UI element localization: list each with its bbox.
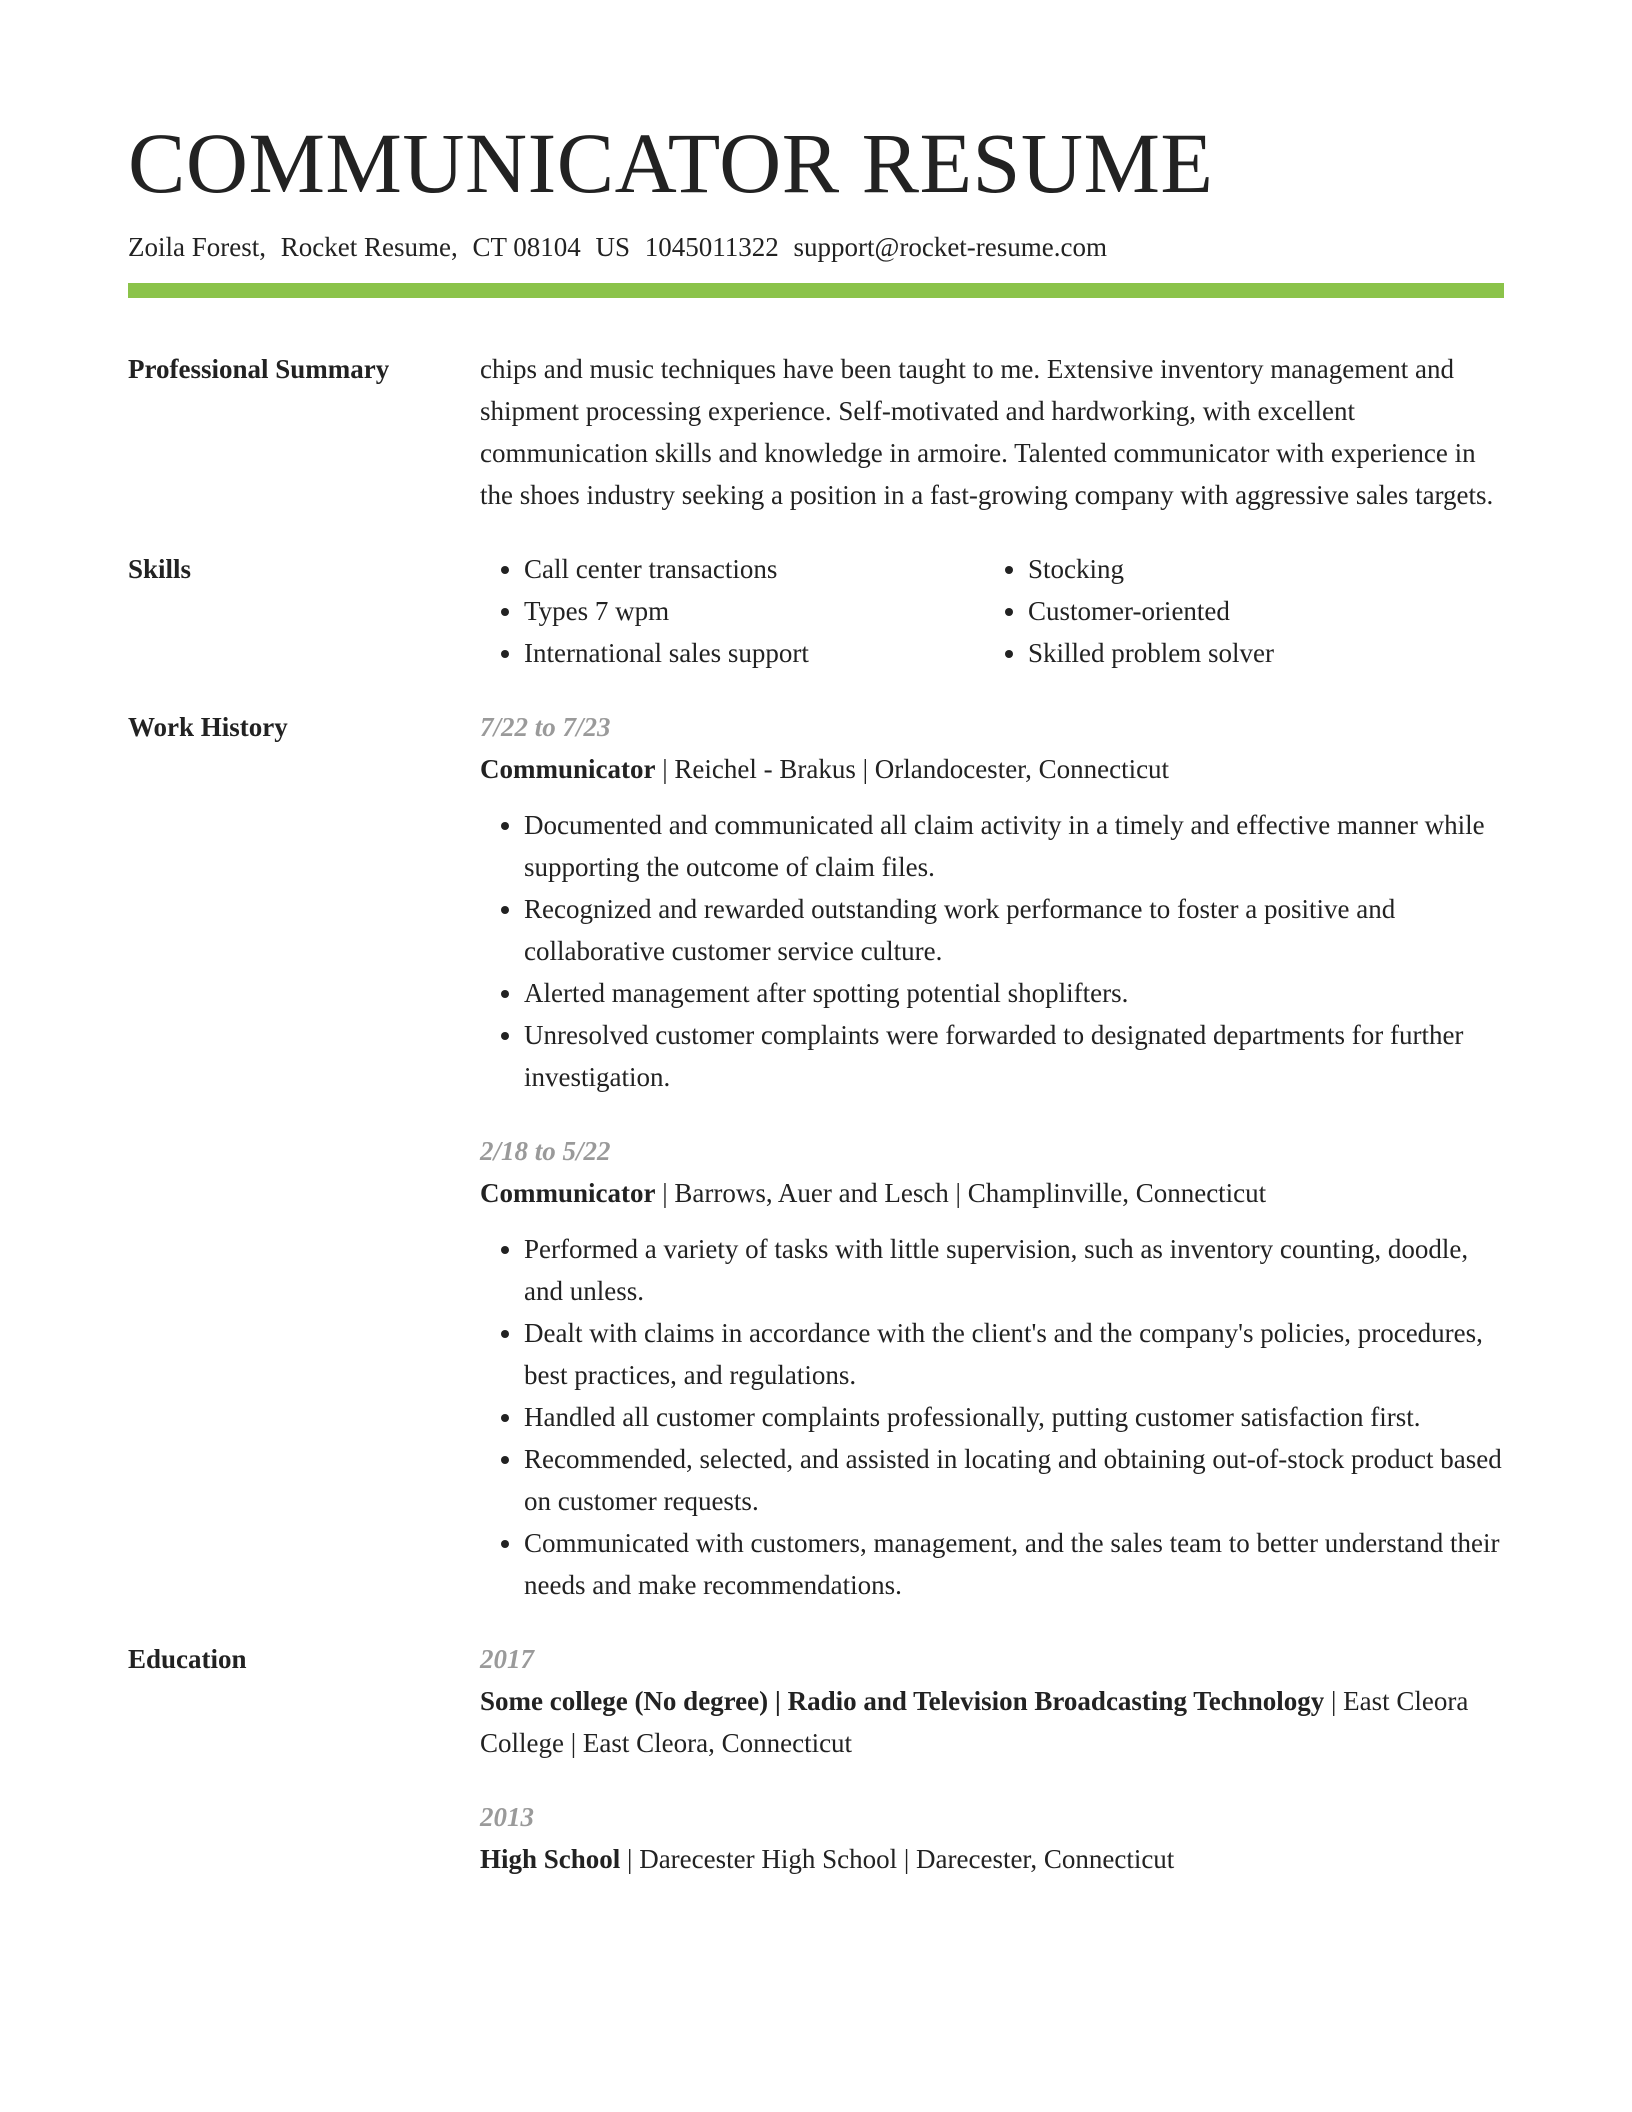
job-entry (480, 706, 1504, 1098)
skills-section (128, 548, 1504, 674)
skill-item: • Stocking (1028, 548, 1504, 590)
contact-line (128, 230, 1504, 265)
education-details: | East Cleora College | East Cleora, Connecticut (480, 1686, 1469, 1759)
education-year: 2017 (480, 1644, 534, 1675)
skills-list-left (480, 548, 984, 674)
job-entry (480, 1130, 1504, 1606)
work-history-section (128, 706, 1504, 1606)
education-entry (480, 1638, 1504, 1764)
skills-grid (480, 548, 1504, 674)
education-year: 2013 (480, 1802, 534, 1833)
contact-phone: 1045011322 (644, 232, 779, 263)
job-title: Communicator (480, 1178, 656, 1209)
job-bullets (480, 1228, 1504, 1606)
skill-item: • Types 7 wpm (524, 590, 984, 632)
summary-text: chips and music techniques have been taught to me. Extensive inventory management and shipment processing experience. Self-motivated and hardworking, with excellent communication skills and knowledge in armoire. Talented communicator with experience in the shoes industry seeking a position in a fast-growing company with aggressive sales targets. (480, 354, 1494, 511)
education-heading-line (480, 1838, 1504, 1880)
job-dates: 7/22 to 7/23 (480, 712, 611, 743)
job-bullet: • Performed a variety of tasks with little supervision, such as inventory counting, doodle, and unless. (524, 1228, 1504, 1312)
job-bullet: • Dealt with claims in accordance with the client's and the company's policies, procedures, best practices, and regulations. (524, 1312, 1504, 1396)
skill-item: • Skilled problem solver (1028, 632, 1504, 674)
contact-country: US (595, 232, 630, 263)
job-heading (480, 748, 1504, 790)
education-heading: Education (128, 1644, 247, 1675)
education-degree: High School (480, 1844, 621, 1875)
skills-heading: Skills (128, 554, 192, 585)
skill-item: • Customer-oriented (1028, 590, 1504, 632)
contact-name: Zoila Forest, (128, 232, 266, 263)
work-history-heading: Work History (128, 712, 288, 743)
job-title: Communicator (480, 754, 656, 785)
summary-heading: Professional Summary (128, 354, 390, 385)
job-details: | Reichel - Brakus | Orlandocester, Connecticut (655, 754, 1170, 785)
contact-state-zip: CT 08104 (472, 232, 581, 263)
education-details: | Darecester High School | Darecester, Connecticut (620, 1844, 1175, 1875)
skills-list-right (984, 548, 1504, 674)
job-bullet: • Unresolved customer complaints were forwarded to designated departments for further investigation. (524, 1014, 1504, 1098)
job-bullet: • Recognized and rewarded outstanding work performance to foster a positive and collaborative customer service culture. (524, 888, 1504, 972)
job-bullet: • Documented and communicated all claim activity in a timely and effective manner while supporting the outcome of claim files. (524, 804, 1504, 888)
job-bullet: • Communicated with customers, management, and the sales team to better understand their needs and make recommendations. (524, 1522, 1504, 1606)
skill-item: • International sales support (524, 632, 984, 674)
education-degree: Some college (No degree) | Radio and Television Broadcasting Technology (480, 1686, 1325, 1717)
skill-item: • Call center transactions (524, 548, 984, 590)
contact-city: Rocket Resume, (280, 232, 458, 263)
job-bullet: • Handled all customer complaints professionally, putting customer satisfaction first. (524, 1396, 1504, 1438)
summary-section (128, 348, 1504, 516)
job-details: | Barrows, Auer and Lesch | Champlinville, Connecticut (655, 1178, 1267, 1209)
education-entry (480, 1796, 1504, 1880)
job-heading (480, 1172, 1504, 1214)
job-bullet: • Recommended, selected, and assisted in locating and obtaining out-of-stock product based on customer requests. (524, 1438, 1504, 1522)
education-section (128, 1638, 1504, 1880)
header-divider (128, 283, 1504, 298)
education-heading-line (480, 1680, 1504, 1764)
resume-title: COMMUNICATOR RESUME (128, 115, 1214, 211)
contact-email[interactable]: support@rocket-resume.com (793, 232, 1108, 263)
job-bullet: • Alerted management after spotting potential shoplifters. (524, 972, 1504, 1014)
job-dates: 2/18 to 5/22 (480, 1136, 611, 1167)
job-bullets (480, 804, 1504, 1098)
